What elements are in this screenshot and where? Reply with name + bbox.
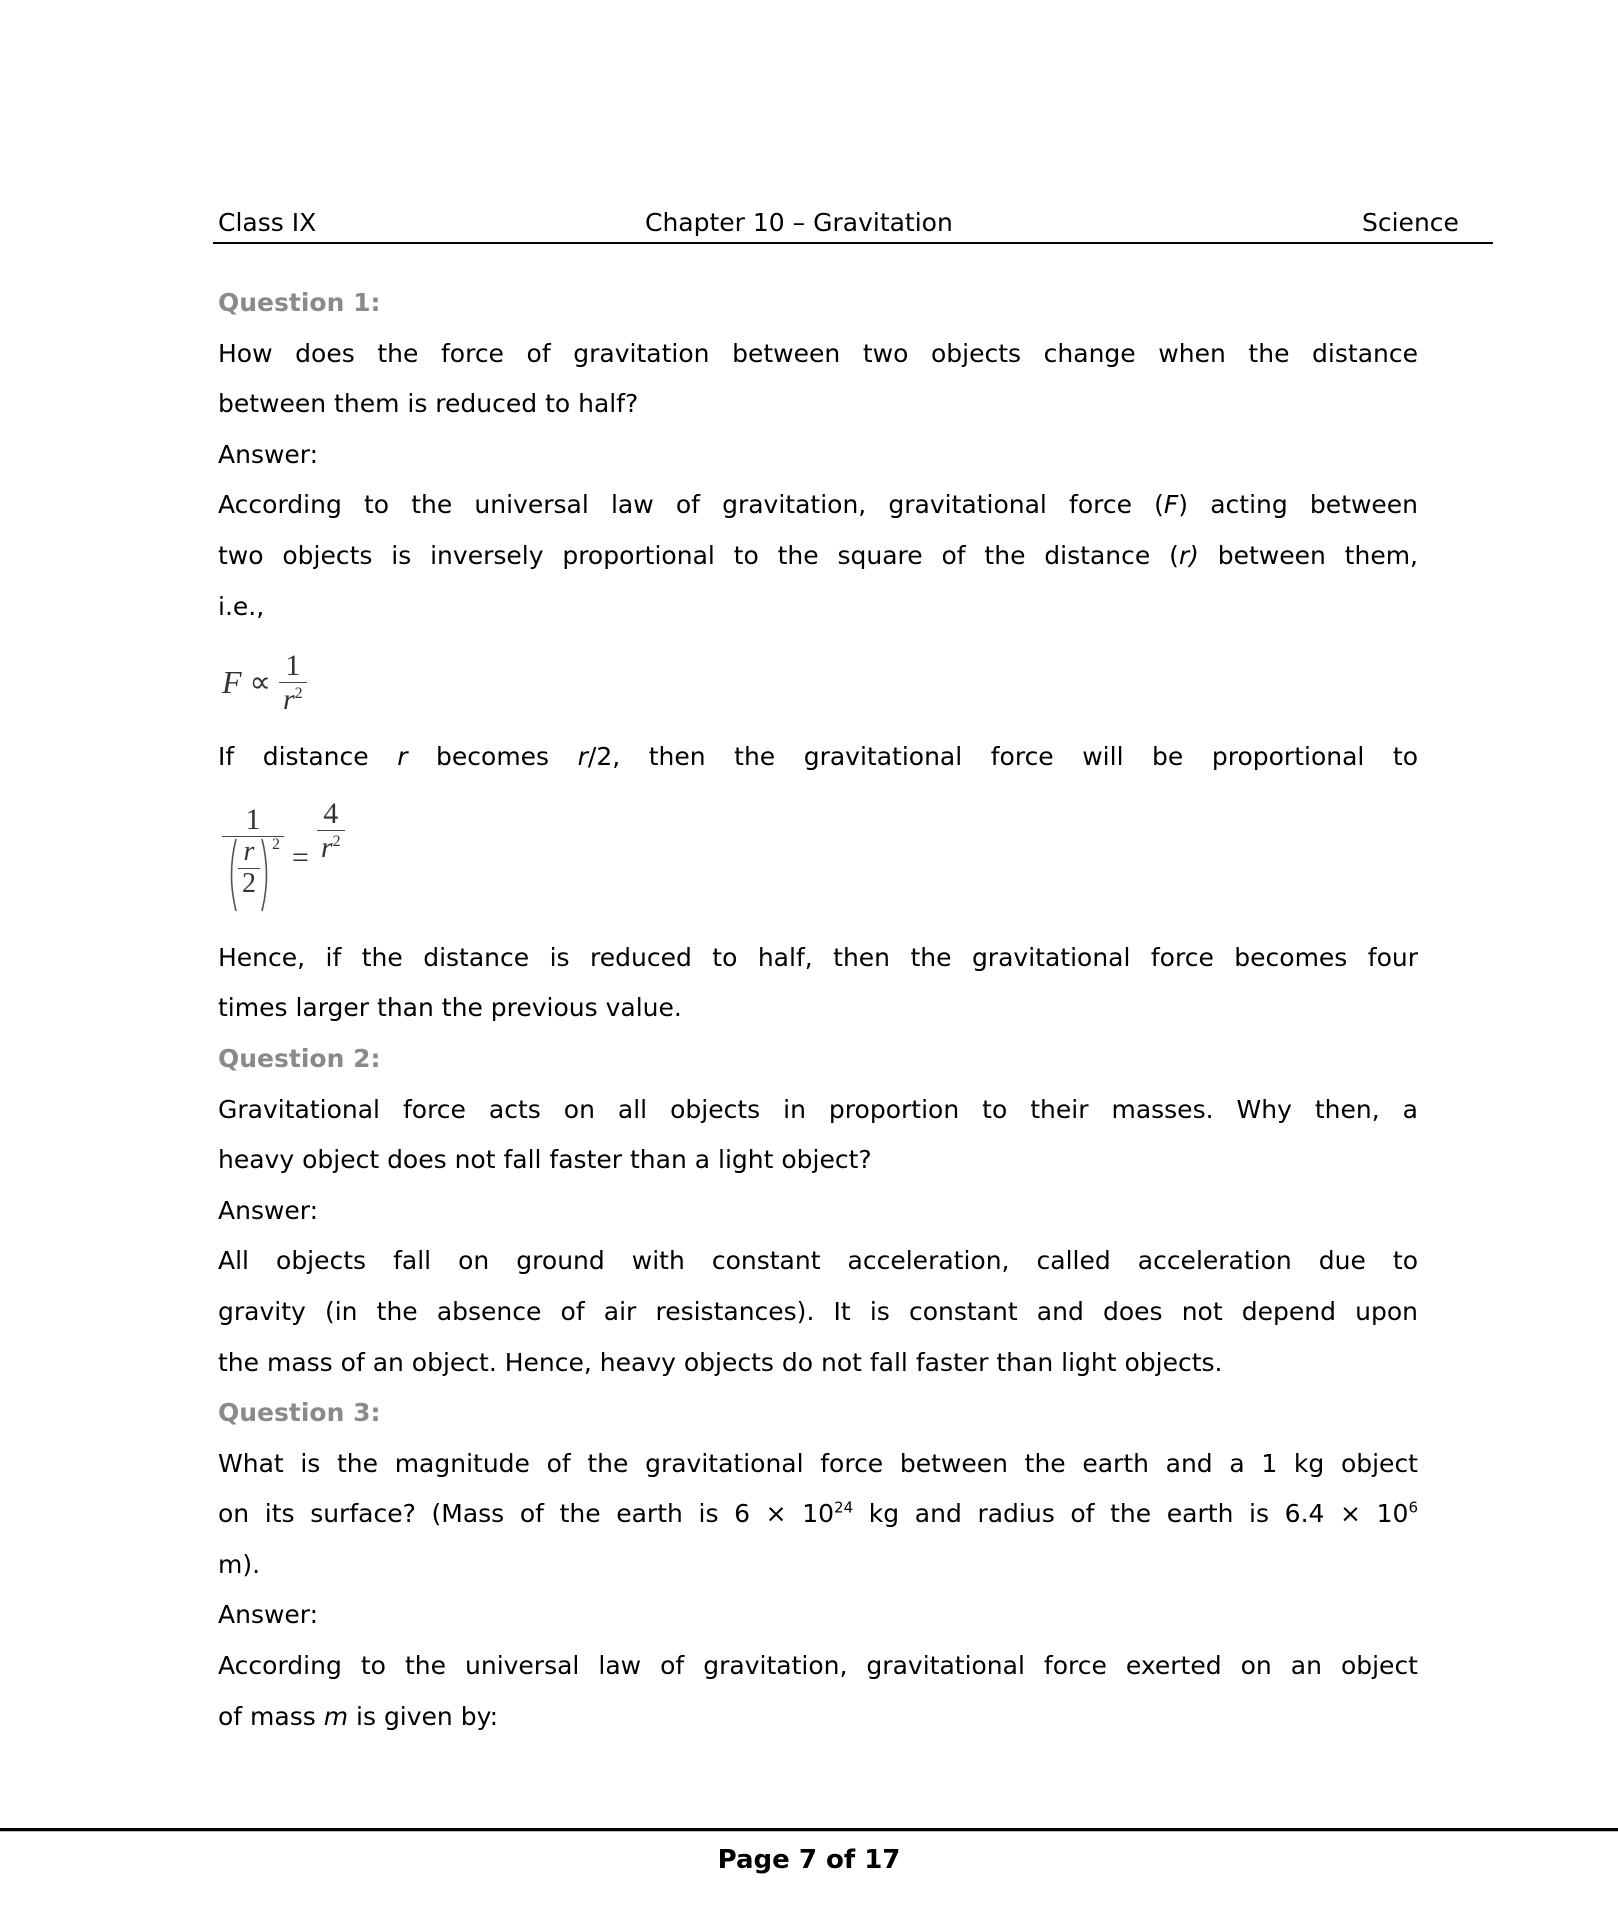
eq1-denominator: $r^2$ [282,682,303,716]
eq2-equals-sign: = [292,840,309,874]
header-chapter: Chapter 10 – Gravitation [645,208,953,237]
answer-1-text: i.e., [218,591,265,621]
eq2-inner-fraction [238,837,260,900]
question-3-text: m). [218,1549,261,1579]
question-2-text: Gravitational force acts on all objects in proportion to their masses. Why then, a [218,1094,1418,1124]
answer-2-text: gravity (in the absence of air resistances). It is constant and does not depend upon [218,1296,1418,1326]
eq2-denominator [222,837,284,913]
header-rule [213,242,1493,244]
answer-1-text: According to the universal law of gravitation, gravitational force (F) acting between [218,490,1418,520]
eq1-lhs: F [222,663,242,700]
eq1-numerator: 1 [285,648,301,682]
header-class: Class IX [218,208,317,237]
question-1-heading: Question 1: [218,288,381,317]
eq1-fraction [279,649,307,716]
answer-label: Answer: [218,1195,319,1225]
eq2-numerator: 1 [245,802,261,836]
eq2-left-fraction [222,803,284,913]
answer-2-text: All objects fall on ground with constant acceleration, called acceleration due to [218,1246,1418,1276]
answer-3-text: of mass m is given by: [218,1701,498,1731]
eq1-proportional-symbol: ∝ [249,665,271,699]
answer-label: Answer: [218,1600,319,1630]
eq2-right-numerator: 4 [323,796,339,830]
left-paren-icon [226,837,238,913]
equation-proportional [218,632,1418,732]
answer-1-text: If distance r becomes r/2, then the gravitational force will be proportional to [218,742,1418,772]
equation-half-distance [218,783,1418,933]
footer-rule-shadow [0,1831,1618,1832]
eq2-right-denominator: $r^2$ [320,830,341,864]
eq2-inner-numerator: r [243,835,255,867]
question-3-text: on its surface? (Mass of the earth is $6 \times 10^{24}$ kg and radius of the earth is $6.4 \times 10^6$ [218,1498,1419,1529]
answer-1-text: two objects is inversely proportional to the square of the distance (r) between them, [218,540,1419,570]
page-number: Page 7 of 17 [717,1845,901,1875]
question-1-text: How does the force of gravitation between two objects change when the distance [218,338,1418,368]
question-1-text: between them is reduced to half? [218,389,639,419]
question-3-text: What is the magnitude of the gravitational force between the earth and a 1 kg object [218,1448,1418,1478]
eq2-inner-denominator: 2 [242,867,256,899]
page-content [218,278,1418,1742]
question-3-heading: Question 3: [218,1398,381,1428]
right-paren-icon [260,837,272,913]
answer-2-text: the mass of an object. Hence, heavy objects do not fall faster than light objects. [218,1347,1223,1377]
question-2-text: heavy object does not fall faster than a light object? [218,1145,872,1175]
question-2-heading: Question 2: [218,1043,381,1073]
answer-1-text: Hence, if the distance is reduced to half, then the gravitational force becomes four [218,942,1418,972]
header-subject: Science [1362,208,1459,237]
eq2-exponent: 2 [272,835,280,853]
answer-3-text: According to the universal law of gravitation, gravitational force exerted on an object [218,1651,1418,1681]
eq2-right-fraction [317,797,345,864]
answer-label: Answer: [218,439,319,469]
answer-1-text: times larger than the previous value. [218,993,682,1023]
